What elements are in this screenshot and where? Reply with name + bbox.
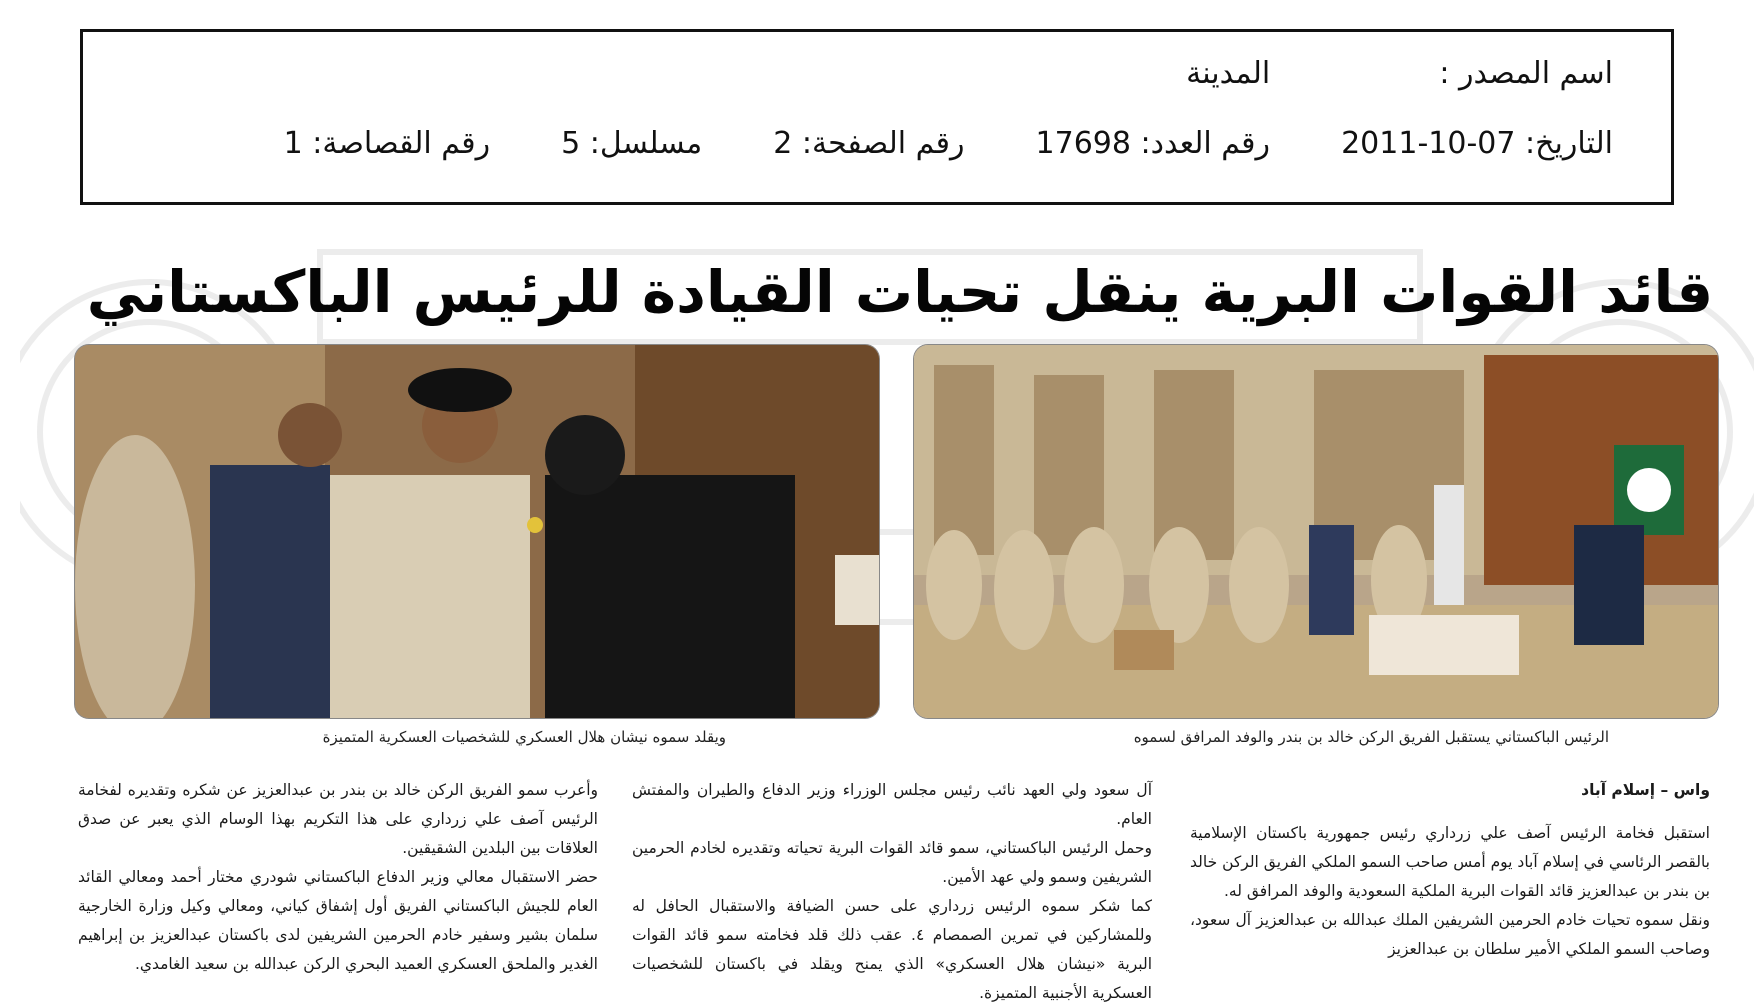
issue-field: رقم العدد: 17698	[1035, 126, 1270, 161]
paragraph: وأعرب سمو الفريق الركن خالد بن بندر بن عبدالعزيز عن شكره وتقديره لفخامة الرئيس آصف علي زرداري على هذا التكريم بهذا الوسام الذي يعبر عن صدق العلاقات بين البلدين الشقيقين.	[78, 781, 598, 857]
reception-photo	[914, 345, 1718, 718]
details-row	[284, 126, 1613, 161]
paragraph: حضر الاستقبال معالي وزير الدفاع الباكستاني شودري مختار أحمد ومعالي القائد العام للجيش الباكستاني الفريق أول إشفاق كياني، ومعالي وكيل وزارة الخارجية سلمان بشير وسفير خادم الحرمين الشريفين لدى باكستان عبدالعزيز بن إبراهيم الغدير والملحق العسكري العميد البحري الركن عبدالله بن سعيد الغامدي.	[78, 868, 598, 973]
article-column-1	[1190, 776, 1710, 964]
clipping-info-box	[80, 29, 1674, 205]
source-value: المدينة	[1186, 56, 1271, 91]
article-headline: قائد القوات البرية ينقل تحيات القيادة للرئيس الباكستاني	[86, 258, 1714, 326]
dateline: واس – إسلام آباد	[1581, 781, 1710, 799]
article-column-3	[78, 776, 598, 979]
clip-field: رقم القصاصة: 1	[283, 126, 491, 161]
caption-right-photo: الرئيس الباكستاني يستقبل الفريق الركن خالد بن بندر والوفد المرافق لسموه	[1133, 728, 1609, 746]
medal-ceremony-photo	[75, 345, 879, 718]
serial-field: مسلسل: 5	[561, 126, 703, 161]
paragraph: آل سعود ولي العهد نائب رئيس مجلس الوزراء وزير الدفاع والطيران والمفتش العام.	[632, 781, 1152, 828]
paragraph: كما شكر سموه الرئيس زرداري على حسن الضيافة والاستقبال الحافل له وللمشاركين في تمرين الصمصام ٤. عقب ذلك قلد فخامته سمو قائد القوات البرية «نيشان هلال العسكري» الذي يمنح ويقلد في باكستان للشخصيات العسكرية الأجنبية المتميزة.	[632, 897, 1152, 1002]
paragraph: ونقل سموه تحيات خادم الحرمين الشريفين الملك عبدالله بن عبدالعزيز آل سعود، وصاحب السمو الملكي الأمير سلطان بن عبدالعزيز	[1190, 911, 1710, 958]
page-field: رقم الصفحة: 2	[773, 126, 965, 161]
article-column-2	[632, 776, 1152, 1008]
caption-left-photo: ويقلد سموه نيشان هلال العسكري للشخصيات العسكرية المتميزة	[322, 728, 726, 746]
date-field: التاريخ: 07-10-2011	[1341, 126, 1613, 161]
paragraph: استقبل فخامة الرئيس آصف علي زرداري رئيس جمهورية باكستان الإسلامية بالقصر الرئاسي في إسلام آباد يوم أمس صاحب السمو الملكي الفريق الركن خالد بن بندر بن عبدالعزيز قائد القوات البرية الملكية السعودية والوفد المرافق له.	[1190, 824, 1710, 900]
paragraph: وحمل الرئيس الباكستاني، سمو قائد القوات البرية تحياته وتقديره لخادم الحرمين الشريفين وسمو ولي عهد الأمين.	[632, 839, 1152, 886]
source-label: اسم المصدر :	[1439, 56, 1613, 91]
source-row	[1186, 56, 1613, 91]
